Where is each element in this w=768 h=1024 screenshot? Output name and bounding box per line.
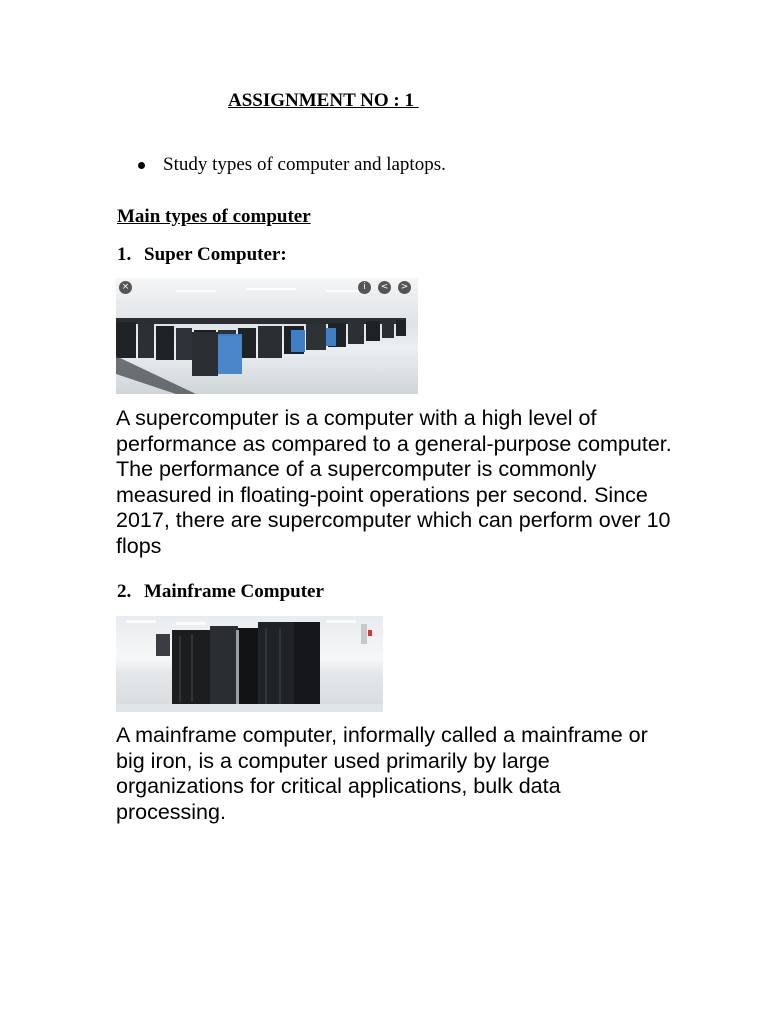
item-heading-text: Super Computer: — [144, 244, 287, 265]
item-heading-supercomputer — [117, 244, 287, 266]
section-heading: Main types of computer — [117, 206, 311, 227]
next-icon[interactable]: > — [398, 281, 411, 294]
bullet-text: Study types of computer and laptops. — [163, 154, 446, 175]
info-icon[interactable]: i — [358, 281, 371, 294]
supercomputer-image — [116, 278, 418, 394]
item-number: 1. — [117, 244, 132, 265]
mainframe-paragraph: A mainframe computer, informally called a mainframe or big iron, is a computer used primarily by large organizations for critical applications, bulk data processing. — [116, 723, 648, 824]
supercomputer-illustration — [116, 278, 418, 394]
close-icon[interactable]: × — [119, 281, 132, 294]
prev-icon[interactable]: < — [378, 281, 391, 294]
item-number: 2. — [117, 581, 132, 602]
bullet-icon — [138, 162, 145, 169]
item-heading-text: Mainframe Computer — [144, 581, 324, 602]
bullet-item — [138, 154, 446, 176]
item-heading-mainframe — [117, 581, 324, 603]
supercomputer-paragraph: A supercomputer is a computer with a high level of performance as compared to a general-purpose computer. The performance of a supercomputer is commonly measured in floating-point operations per second. Since 2017, there are supercomputer which can perform over 10 flops — [116, 406, 672, 558]
mainframe-illustration — [116, 616, 383, 712]
assignment-title: ASSIGNMENT NO : 1 — [228, 90, 419, 111]
mainframe-image — [116, 616, 383, 712]
